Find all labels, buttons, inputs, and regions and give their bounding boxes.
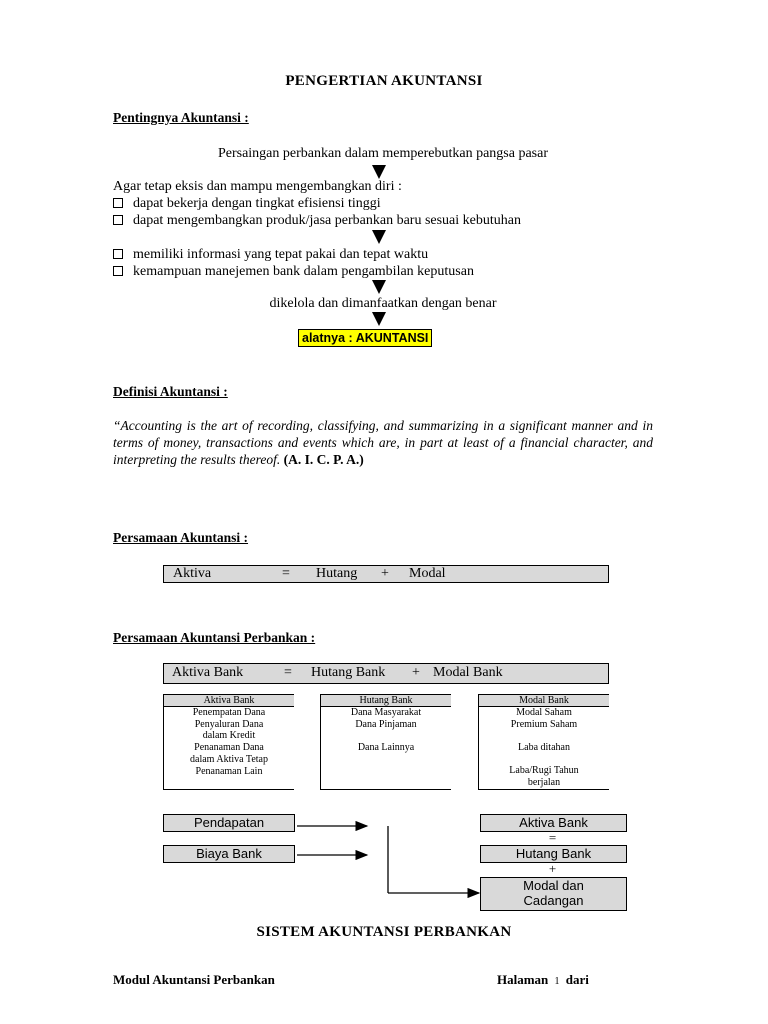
- checkbox-icon: [113, 198, 123, 208]
- column-modal-bank: Modal Bank Modal Saham Premium Saham Laba ditahan Laba/Rugi Tahun berjalan: [478, 694, 609, 790]
- down-arrow-icon: [372, 312, 386, 326]
- checkbox-icon: [113, 215, 123, 225]
- column-aktiva-bank: Aktiva Bank Penempatan Dana Penyaluran Dana dalam Kredit Penanaman Dana dalam Aktiva Tetap Penanaman Lain: [163, 694, 294, 790]
- equals-sign: =: [548, 830, 557, 845]
- box-biaya-bank: Biaya Bank: [163, 845, 295, 863]
- definition-quote: “Accounting is the art of recording, classifying, and summarizing in a significant manner and in terms of money, transactions and events which are, in part at least of a financial character, and interpreting the results thereof. (A. I. C. P. A.): [113, 418, 653, 467]
- section-subtitle: SISTEM AKUNTANSI PERBANKAN: [256, 924, 512, 940]
- column-items: Dana Masyarakat Dana Pinjaman Dana Lainnya: [350, 707, 422, 754]
- line-dikelola: dikelola dan dimanfaatkan dengan benar: [269, 296, 497, 311]
- equation-bar: Aktiva = Hutang + Modal: [163, 565, 609, 583]
- footer-module: Modul Akuntansi Perbankan: [113, 972, 275, 987]
- line-persaingan: Persaingan perbankan dalam memperebutkan pangsa pasar: [217, 146, 549, 161]
- bank-equation-bar: Aktiva Bank = Hutang Bank + Modal Bank: [163, 663, 609, 684]
- checkbox-icon: [113, 266, 123, 276]
- heading-persamaan: Persamaan Akuntansi :: [113, 530, 249, 545]
- heading-pentingnya: Pentingnya Akuntansi :: [113, 110, 249, 125]
- down-arrow-icon: [372, 280, 386, 294]
- heading-definisi: Definisi Akuntansi :: [113, 384, 228, 399]
- box-modal-cadangan: Modal dan Cadangan: [480, 877, 627, 911]
- box-hutang-bank: Hutang Bank: [480, 845, 627, 863]
- heading-persamaan-perbankan: Persamaan Akuntansi Perbankan :: [113, 630, 316, 645]
- page-title: PENGERTIAN AKUNTANSI: [285, 73, 483, 89]
- box-pendapatan: Pendapatan: [163, 814, 295, 832]
- down-arrow-icon: [372, 165, 386, 179]
- plus-sign: +: [548, 861, 557, 876]
- checkbox-icon: [113, 249, 123, 259]
- highlight-akuntansi: alatnya : AKUNTANSI: [298, 329, 432, 347]
- box-aktiva-bank: Aktiva Bank: [480, 814, 627, 832]
- column-items: Modal Saham Premium Saham Laba ditahan Laba/Rugi Tahun berjalan: [509, 707, 579, 789]
- column-items: Penempatan Dana Penyaluran Dana dalam Kredit Penanaman Dana dalam Aktiva Tetap Penanaman Lain: [190, 707, 268, 777]
- footer-page: Halaman 1 dari: [497, 972, 589, 987]
- line-agar: Agar tetap eksis dan mampu mengembangkan diri :: [113, 179, 402, 194]
- column-hutang-bank: Hutang Bank Dana Masyarakat Dana Pinjaman Dana Lainnya: [320, 694, 451, 790]
- bullet-item: dapat mengembangkan produk/jasa perbankan baru sesuai kebutuhan: [113, 213, 521, 229]
- flow-arrows: [293, 810, 493, 920]
- bullet-item: dapat bekerja dengan tingkat efisiensi tinggi: [113, 196, 381, 212]
- bullet-item: memiliki informasi yang tepat pakai dan tepat waktu: [113, 247, 428, 263]
- bullet-item: kemampuan manejemen bank dalam pengambilan keputusan: [113, 264, 474, 280]
- down-arrow-icon: [372, 230, 386, 244]
